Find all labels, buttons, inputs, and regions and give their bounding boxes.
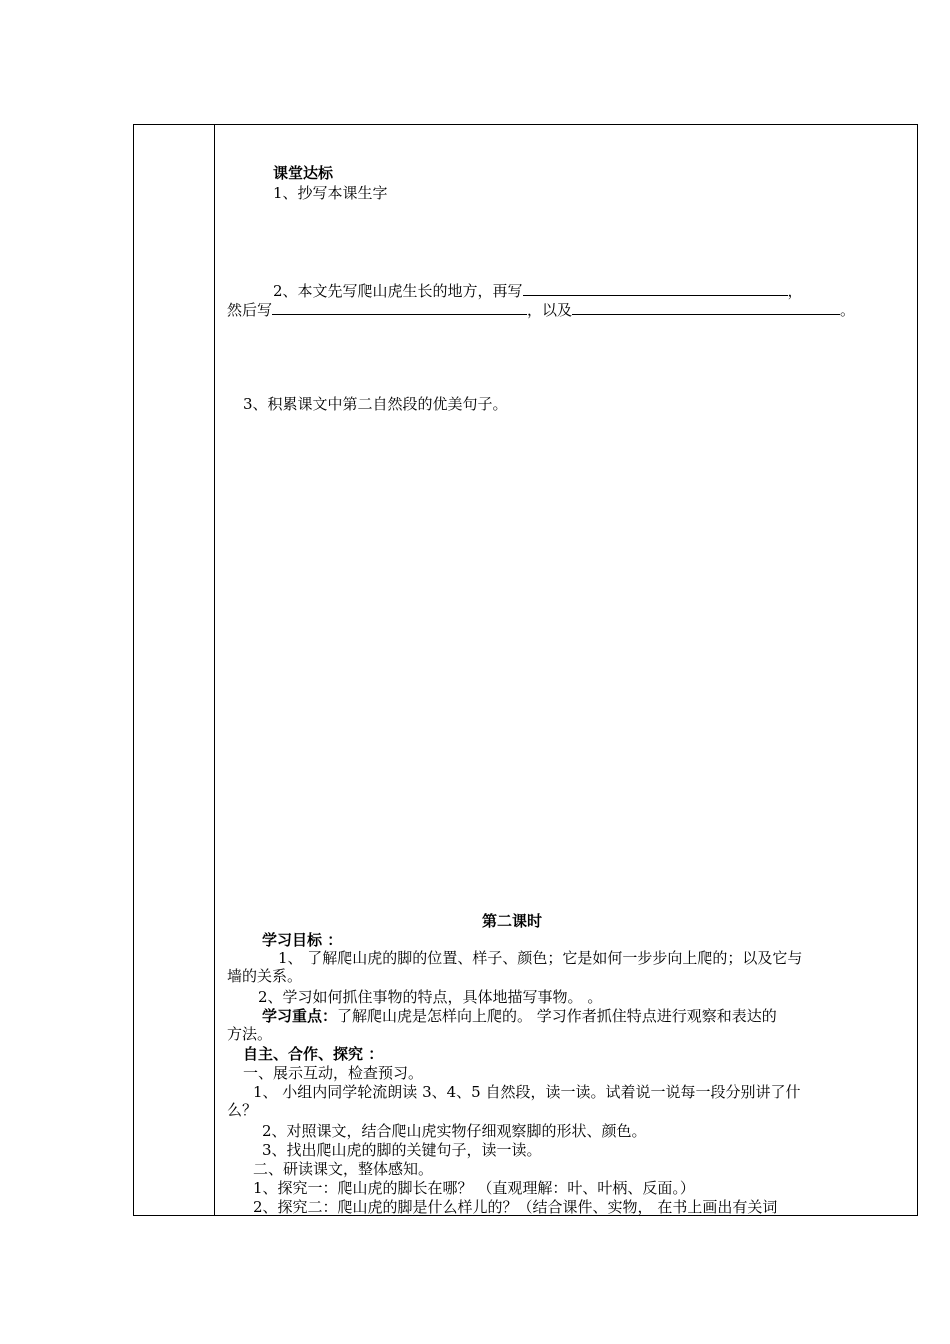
- lesson-title: 第二课时: [482, 912, 543, 930]
- focus-line1: [262, 1007, 777, 1025]
- exercise-item-2-text-2: 然后写: [227, 301, 273, 319]
- step-2-1: 1、探究一：爬山虎的脚长在哪？ （直观理解：叶、叶柄、反面。）: [253, 1179, 695, 1197]
- exercise-item-1: 1、抄写本课生字: [273, 184, 388, 202]
- objective-1-line1: 1、 了解爬山虎的脚的位置、样子、颜色；它是如何一步步向上爬的；以及它与: [278, 949, 803, 967]
- column-divider: [214, 125, 215, 1215]
- section-heading: 课堂达标: [273, 164, 334, 182]
- step-1-1-line1: 1、 小组内同学轮流朗读 3、4、5 自然段，读一读。试着说一说每一段分别讲了什: [253, 1083, 801, 1101]
- exercise-item-2-text-3: ，以及: [527, 301, 573, 319]
- step-1-3: 3、找出爬山虎的脚的关键句子，读一读。: [262, 1141, 542, 1159]
- step-1: 一、展示互动，检查预习。: [243, 1064, 424, 1082]
- step-1-2: 2、对照课文，结合爬山虎实物仔细观察脚的形状、颜色。: [262, 1122, 647, 1140]
- objective-1-line2: 墙的关系。: [227, 967, 303, 985]
- blank-3[interactable]: [572, 300, 840, 315]
- exercise-item-2-text: 2、本文先写爬山虎生长的地方，再写: [273, 282, 523, 300]
- exercise-item-2-line1: [273, 281, 803, 300]
- inquiry-label: 自主、合作、探究 ：: [243, 1045, 384, 1063]
- objective-2: 2、学习如何抓住事物的特点，具体地描写事物。 。: [258, 988, 603, 1006]
- punct-end: 。: [840, 301, 856, 319]
- step-1-1-line2: 么？: [227, 1101, 258, 1119]
- objectives-label: 学习目标 ：: [262, 931, 343, 949]
- punct: ，: [787, 282, 803, 300]
- step-2: 二、研读课文，整体感知。: [253, 1160, 434, 1178]
- blank-1[interactable]: [523, 281, 788, 296]
- blank-2[interactable]: [272, 300, 527, 315]
- focus-label: 学习重点：: [262, 1007, 338, 1025]
- step-2-2: 2、探究二：爬山虎的脚是什么样儿的？（结合课件、实物， 在书上画出有关词: [253, 1198, 778, 1216]
- focus-text: 了解爬山虎是怎样向上爬的。 学习作者抓住特点进行观察和表达的: [337, 1007, 777, 1025]
- exercise-item-3: 3、积累课文中第二自然段的优美句子。: [243, 395, 508, 413]
- exercise-item-2-line2: [227, 300, 855, 319]
- focus-line2: 方法。: [227, 1025, 273, 1043]
